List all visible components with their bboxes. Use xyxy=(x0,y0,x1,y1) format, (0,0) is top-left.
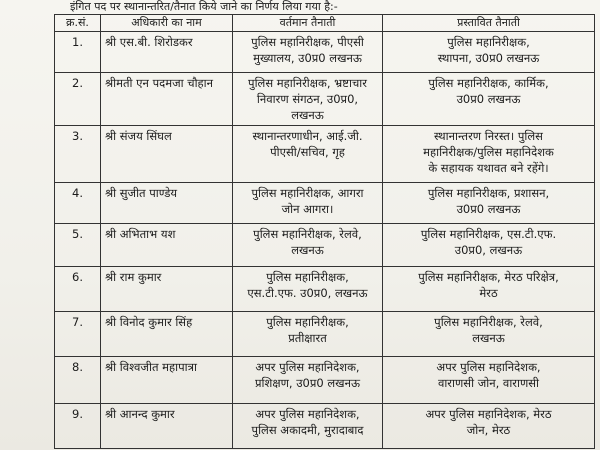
current-posting-line: मुख्यालय, उ0प्र0 लखनऊ xyxy=(253,51,362,65)
current-posting xyxy=(233,183,383,224)
current-posting-line: पुलिस अकादमी, मुरादाबाद xyxy=(251,423,364,437)
header-proposed: प्रस्तावित तैनाती xyxy=(383,15,595,32)
proposed-posting-line: स्थानान्तरण निरस्त। पुलिस xyxy=(434,129,543,143)
serial-number: 6. xyxy=(55,267,101,312)
officer-name: श्री राम कुमार xyxy=(101,267,233,312)
transfer-table xyxy=(54,14,595,449)
current-posting-line: स्थानान्तरणाधीन, आई.जी. xyxy=(252,129,363,143)
serial-number: 7. xyxy=(55,312,101,357)
officer-name: श्री एस.बी. शिरोडकर xyxy=(101,32,233,73)
proposed-posting-line: पुलिस महानिरीक्षक, xyxy=(447,35,530,49)
current-posting-line: अपर पुलिस महानिदेशक, xyxy=(255,360,360,374)
proposed-posting xyxy=(383,183,595,224)
proposed-posting-line: महानिरीक्षक/पुलिस महानिदेशक xyxy=(423,145,554,159)
current-posting-line: पुलिस महानिरीक्षक, xyxy=(266,270,349,284)
serial-number: 4. xyxy=(55,183,101,224)
proposed-posting xyxy=(383,224,595,267)
serial-number: 1. xyxy=(55,32,101,73)
proposed-posting-line: उ0प्र0 लखनऊ xyxy=(456,202,521,216)
current-posting-line: लखनऊ xyxy=(291,108,324,122)
proposed-posting-line: पुलिस महानिरीक्षक, प्रशासन, xyxy=(427,186,550,200)
proposed-posting xyxy=(383,126,595,183)
current-posting xyxy=(233,73,383,126)
current-posting-line: प्रशिक्षण, उ0प्र0 लखनऊ xyxy=(255,376,360,390)
current-posting-line: अपर पुलिस महानिदेशक, xyxy=(255,407,360,421)
current-posting-line: निवारण संगठन, उ0प्र0, xyxy=(256,92,359,106)
proposed-posting-line: अपर पुलिस महानिदेशक, xyxy=(436,360,541,374)
serial-number: 9. xyxy=(55,404,101,449)
current-posting xyxy=(233,404,383,449)
proposed-posting-line: उ0प्र0 लखनऊ xyxy=(456,92,521,106)
proposed-posting-line: जोन, मेरठ xyxy=(466,423,511,437)
table-row xyxy=(55,404,595,449)
table-row xyxy=(55,32,595,73)
proposed-posting-line: पुलिस महानिरीक्षक, रेलवे, xyxy=(434,315,543,329)
proposed-posting xyxy=(383,357,595,404)
serial-number: 2. xyxy=(55,73,101,126)
current-posting-line: प्रतीक्षारत xyxy=(288,331,327,345)
current-posting-line: पुलिस महानिरीक्षक, भ्रष्टाचार xyxy=(248,76,367,90)
current-posting-line: पुलिस महानिरीक्षक, xyxy=(266,315,349,329)
current-posting-line: पुलिस महानिरीक्षक, रेलवे, xyxy=(253,227,362,241)
table-row xyxy=(55,267,595,312)
current-posting xyxy=(233,32,383,73)
officer-name: श्री अभिताभ यश xyxy=(101,224,233,267)
table-row xyxy=(55,183,595,224)
current-posting xyxy=(233,224,383,267)
current-posting-line: लखनऊ xyxy=(291,243,324,257)
proposed-posting xyxy=(383,32,595,73)
current-posting xyxy=(233,126,383,183)
current-posting xyxy=(233,312,383,357)
header-current: वर्तमान तैनाती xyxy=(233,15,383,32)
table-row xyxy=(55,73,595,126)
current-posting xyxy=(233,357,383,404)
proposed-posting-line: पुलिस महानिरीक्षक, एस.टी.एफ. xyxy=(420,227,557,241)
officer-name: श्रीमती एन पदमजा चौहान xyxy=(101,73,233,126)
serial-number: 8. xyxy=(55,357,101,404)
serial-number: 3. xyxy=(55,126,101,183)
proposed-posting-line: अपर पुलिस महानिदेशक, मेरठ xyxy=(425,407,552,421)
table-row xyxy=(55,312,595,357)
header-name: अधिकारी का नाम xyxy=(101,15,233,32)
current-posting-line: पीएसी/सचिव, गृह xyxy=(270,145,345,159)
officer-name: श्री संजय सिंघल xyxy=(101,126,233,183)
current-posting-line: जोन आगरा। xyxy=(281,202,334,216)
proposed-posting-line: पुलिस महानिरीक्षक, मेरठ परिक्षेत्र, xyxy=(418,270,559,284)
proposed-posting-line: के सहायक यथावत बने रहेंगे। xyxy=(428,161,549,175)
proposed-posting-line: मेरठ xyxy=(479,286,498,300)
proposed-posting-line: स्थापना, उ0प्र0 लखनऊ xyxy=(437,51,540,65)
table-row xyxy=(55,126,595,183)
officer-name: श्री विश्वजीत महापात्रा xyxy=(101,357,233,404)
officer-name: श्री विनोद कुमार सिंह xyxy=(101,312,233,357)
current-posting xyxy=(233,267,383,312)
current-posting-line: पुलिस महानिरीक्षक, आगरा xyxy=(251,186,364,200)
proposed-posting xyxy=(383,267,595,312)
table-row xyxy=(55,357,595,404)
officer-name: श्री सुजीत पाण्डेय xyxy=(101,183,233,224)
proposed-posting-line: लखनऊ xyxy=(472,331,505,345)
header-row xyxy=(55,15,595,32)
proposed-posting xyxy=(383,73,595,126)
current-posting-line: पुलिस महानिरीक्षक, पीएसी xyxy=(251,35,364,49)
serial-number: 5. xyxy=(55,224,101,267)
current-posting-line: एस.टी.एफ. उ0प्र0, लखनऊ xyxy=(247,286,368,300)
table-row xyxy=(55,224,595,267)
officer-name: श्री आनन्द कुमार xyxy=(101,404,233,449)
proposed-posting-line: पुलिस महानिरीक्षक, कार्मिक, xyxy=(428,76,549,90)
intro-text: इंगित पद पर स्थानान्तरित/तैनात किये जाने का निर्णय लिया गया है:- xyxy=(70,0,338,13)
proposed-posting xyxy=(383,312,595,357)
proposed-posting xyxy=(383,404,595,449)
proposed-posting-line: वाराणसी जोन, वाराणसी xyxy=(437,376,540,390)
proposed-posting-line: उ0प्र0, लखनऊ xyxy=(454,243,523,257)
header-sn: क्र.सं. xyxy=(55,15,101,32)
